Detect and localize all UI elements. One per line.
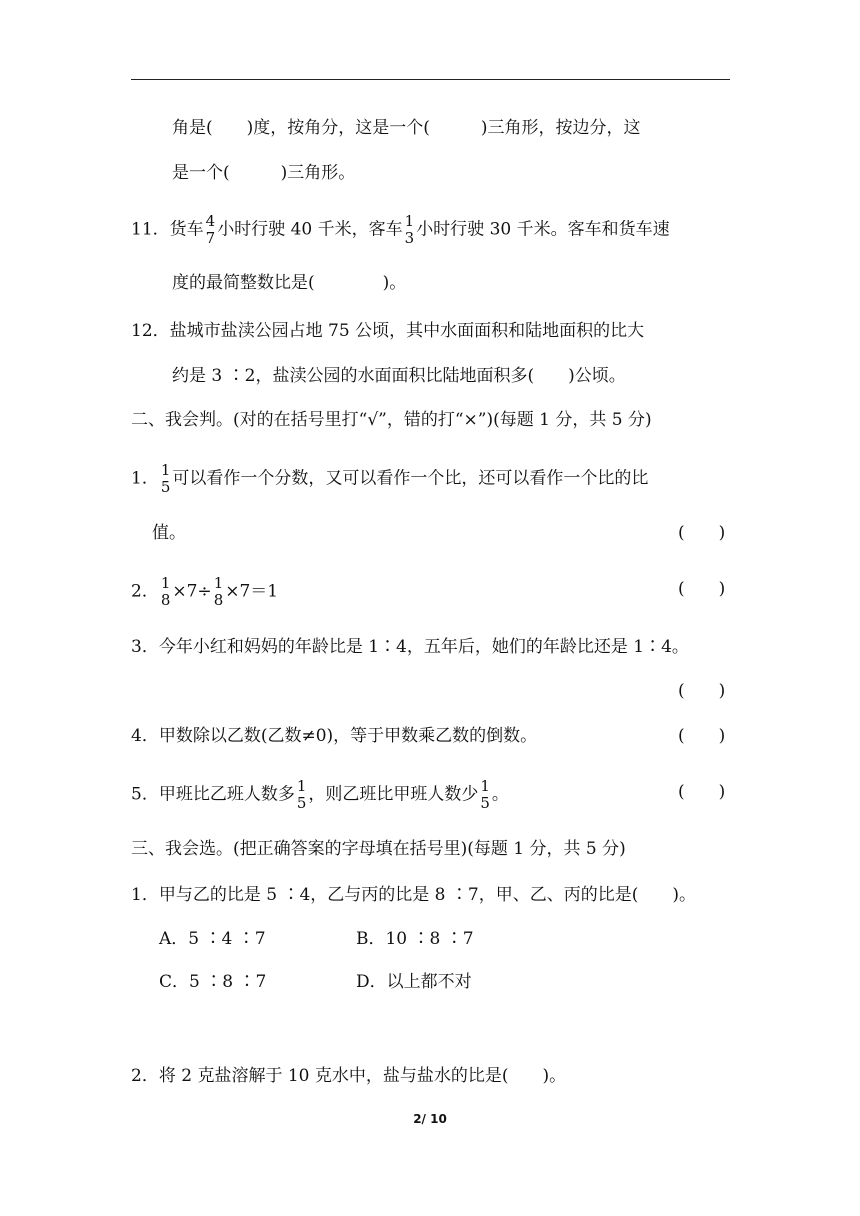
page-number: 2/ 10 [413,1112,447,1126]
judge-2-text-b: ×7÷ [172,581,212,602]
judge-1-text: 可以看作一个分数，又可以看作一个比，还可以看作一个比的比 [172,468,649,489]
q12-line1: 12．盐城市盐渎公园占地 75 公顷，其中水面面积和陆地面积的比大 [131,321,645,341]
judge-1-label: 1． [131,468,159,489]
judge-4-answer-paren[interactable]: ( ) [678,726,726,746]
fraction-denominator: 5 [480,794,490,812]
q11-line2: 度的最简整数比是( )。 [172,273,407,293]
choice-2-question: 2．将 2 克盐溶解于 10 克水中，盐与盐水的比是( )。 [131,1066,567,1086]
fraction-denominator: 5 [296,794,307,812]
choice-1-option-c[interactable]: C．5 ∶8 ∶7 [159,972,267,992]
judge-2-label: 2． [131,581,159,602]
q11-text-b: 小时行驶 40 千米，客车 [217,219,403,240]
q11-line1 [131,213,670,247]
fraction-denominator: 8 [213,591,224,609]
q10-text-line1: 角是( )度，按角分，这是一个( )三角形，按边分，这 [172,118,641,138]
choice-1-question: 1．甲与乙的比是 5 ∶4，乙与丙的比是 8 ∶7，甲、乙、丙的比是( )。 [131,885,696,905]
judge-5-text-b: ，则乙班比甲班人数少 [308,784,479,805]
section-3-heading: 三、我会选。(把正确答案的字母填在括号里)(每题 1 分，共 5 分) [131,839,626,859]
fraction-numerator: 1 [404,212,415,230]
fraction-1-5 [479,778,491,812]
fraction-1-5 [160,462,172,496]
fraction-4-7 [205,213,217,247]
judge-1-line1 [131,462,648,496]
fraction-numerator: 1 [160,461,171,479]
fraction-denominator: 3 [404,229,415,247]
choice-1-option-a[interactable]: A．5 ∶4 ∶7 [159,929,266,949]
fraction-numerator: 4 [205,212,216,230]
choice-1-option-b[interactable]: B．10 ∶8 ∶7 [356,929,474,949]
judge-1-line2: 值。 [152,523,186,543]
judge-2-text-c: ×7＝1 [225,581,279,602]
judge-3-line: 3．今年小红和妈妈的年龄比是 1∶4，五年后，她们的年龄比还是 1∶4。 [131,637,689,657]
judge-4-line: 4．甲数除以乙数(乙数≠0)，等于甲数乘乙数的倒数。 [131,726,538,746]
judge-5-text-c: 。 [491,784,509,805]
q10-text-line2: 是一个( )三角形。 [172,163,356,183]
fraction-1-3 [404,213,416,247]
fraction-numerator: 1 [480,777,490,795]
judge-5-line [131,778,509,812]
fraction-denominator: 7 [205,229,216,247]
q11-label: 11．货车 [131,219,204,240]
q11-text-c: 小时行驶 30 千米。客车和货车速 [416,219,670,240]
judge-5-answer-paren[interactable]: ( ) [678,782,726,802]
q12-line2: 约是 3 ∶2，盐渎公园的水面面积比陆地面积多( )公顷。 [172,366,626,386]
fraction-numerator: 1 [213,574,224,592]
section-2-heading: 二、我会判。(对的在括号里打“√”，错的打“×”)(每题 1 分，共 5 分) [131,410,652,430]
fraction-denominator: 8 [160,591,171,609]
fraction-1-5 [296,778,308,812]
fraction-1-8 [213,575,225,609]
choice-1-option-d[interactable]: D．以上都不对 [356,972,472,992]
judge-5-text-a: 5．甲班比乙班人数多 [131,784,295,805]
fraction-1-8 [160,575,172,609]
judge-1-answer-paren[interactable]: ( ) [678,523,726,543]
header-rule [131,79,730,80]
judge-2-answer-paren[interactable]: ( ) [678,579,726,599]
judge-3-answer-paren[interactable]: ( ) [678,681,726,701]
fraction-denominator: 5 [160,478,171,496]
fraction-numerator: 1 [296,777,307,795]
judge-2-line [131,575,278,609]
fraction-numerator: 1 [160,574,171,592]
